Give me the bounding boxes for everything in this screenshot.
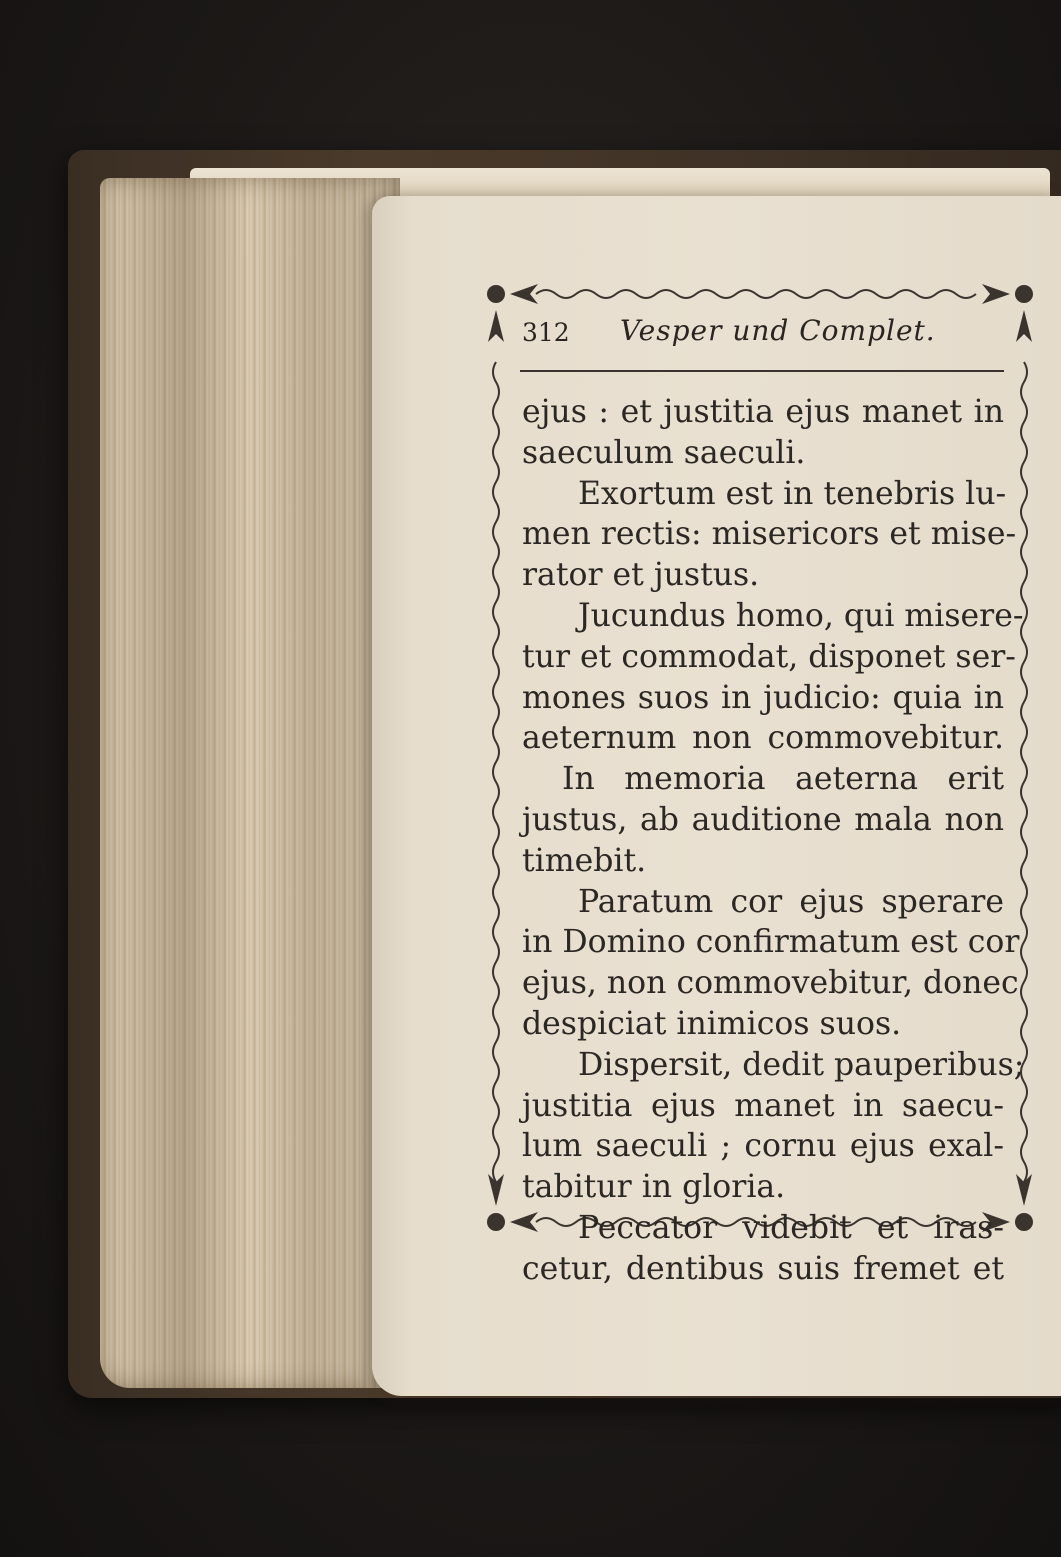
corner-fleuron-top-right — [982, 284, 1033, 342]
text-line: In memoria aeterna erit — [562, 761, 1004, 798]
text-line: lum saeculi ; cornu ejus exal- — [522, 1128, 1004, 1165]
text-line: Dispersit, dedit pauperibus; — [578, 1046, 1025, 1083]
text-line: Jucundus homo, qui misere- — [578, 597, 1024, 634]
text-line: justus, ab auditione mala non — [522, 801, 1004, 838]
left-wave-ornament — [493, 362, 499, 1182]
text-line: Paratum cor ejus sperare — [578, 883, 1004, 920]
text-line: cetur, dentibus suis fremet et — [522, 1250, 1004, 1287]
text-line: aeternum non commovebitur. — [522, 720, 1004, 757]
text-line: Peccator videbit et iras- — [578, 1209, 1004, 1246]
top-wave-ornament — [536, 290, 976, 298]
text-line: ejus, non commovebitur, donec — [522, 965, 1019, 1002]
text-line: justitia ejus manet in saecu- — [522, 1087, 1004, 1124]
header-rule — [520, 370, 1004, 372]
text-line: mones suos in judicio: quia in — [522, 679, 1004, 716]
text-line: men rectis: misericors et mise- — [522, 516, 1017, 553]
text-line: rator et justus. — [522, 557, 760, 594]
text-line: ejus : et justitia ejus manet in — [522, 394, 1004, 430]
page-number: 312 — [522, 318, 570, 347]
text-line: tur et commodat, disponet ser- — [522, 638, 1016, 675]
page-edge-stack — [100, 178, 400, 1388]
text-line: saeculum saeculi. — [522, 434, 806, 471]
text-line: despiciat inimicos suos. — [522, 1005, 902, 1042]
text-line: Exortum est in tenebris lu- — [578, 475, 1007, 512]
page-text — [522, 392, 1025, 1290]
text-line: in Domino confirmatum est cor — [522, 924, 1020, 961]
running-head: Vesper und Complet. — [620, 314, 936, 347]
text-line: timebit. — [522, 842, 647, 879]
text-line: tabitur in gloria. — [522, 1169, 786, 1206]
